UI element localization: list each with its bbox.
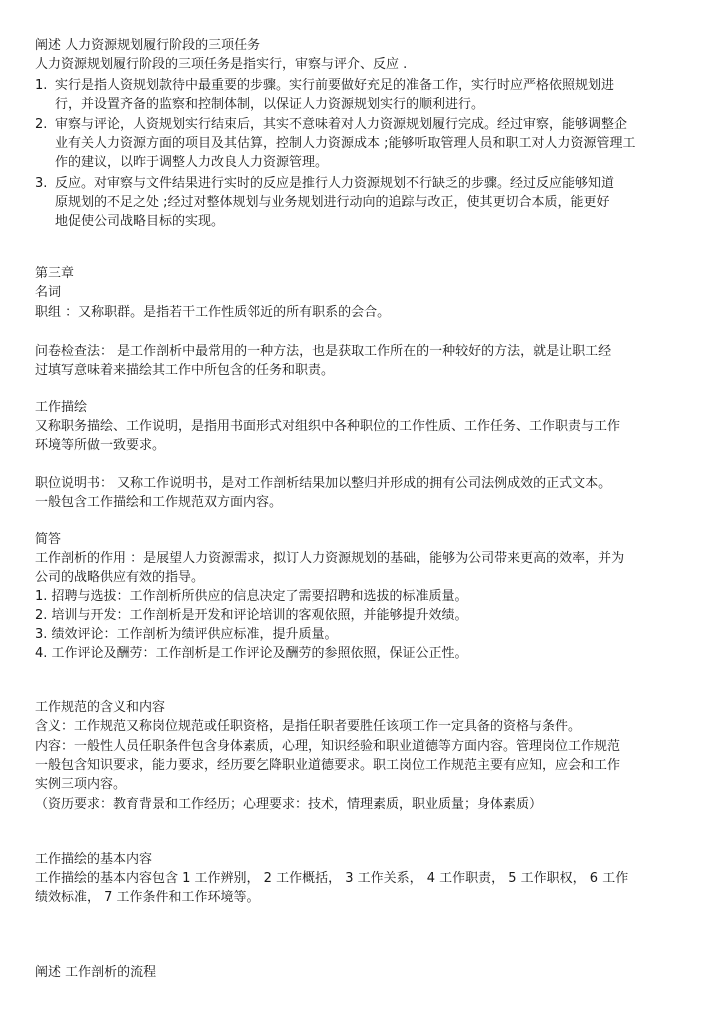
list-item-line: 地促使公司战略目标的实现。 bbox=[55, 214, 225, 229]
list-item-number: 2. bbox=[35, 117, 48, 132]
paragraph-line: 含义：工作规范又称岗位规范或任职资格，是指任职者要胜任该项工作一定具备的资格与条件。 bbox=[35, 719, 582, 734]
paragraph-line: 绩效标准， 7 工作条件和工作环境等。 bbox=[35, 890, 260, 905]
chapter-title: 第三章 bbox=[35, 266, 75, 281]
paragraph-line: 公司的战略供应有效的指导。 bbox=[35, 570, 205, 585]
section-title: 阐述 工作剖析的流程 bbox=[35, 965, 157, 980]
term-definition: 职组 ：又称职群。是指若干工作性质邻近的所有职系的会合。 bbox=[35, 305, 391, 320]
paragraph-line: 一般包含知识要求，能力要求，经历要乞降职业道德要求。职工岗位工作规范主要有应知，应会和工作 bbox=[35, 758, 621, 773]
list-item-line: 反应。对审察与文件结果进行实时的反应是推行人力资源规划不行缺乏的步骤。经过反应能够知道 bbox=[55, 176, 615, 191]
subheading: 工作描绘的基本内容 bbox=[35, 852, 153, 867]
list-item-line: 审察与评论，人资规划实行结束后，其实不意味着对人力资源规划履行完成。经过审察，能够调整企 bbox=[55, 117, 628, 132]
list-item: 3. 绩效评论：工作剖析为绩评供应标准，提升质量。 bbox=[35, 627, 338, 642]
paragraph-line: 工作剖析的作用 ：是展望人力资源需求，拟订人力资源规划的基础，能够为公司带来更高的效率，并为 bbox=[35, 551, 625, 566]
list-item-line: 行，并设置齐备的监察和控制体制，以保证人力资源规划实行的顺利进行。 bbox=[55, 97, 485, 112]
list-item-line: 实行是指人资规划款待中最重要的步骤。实行前要做好充足的准备工作，实行时应严格依照规划进 bbox=[55, 78, 615, 93]
list-item-line: 作的建议，以昨于调整人力改良人力资源管理。 bbox=[55, 155, 329, 170]
list-item: 4. 工作评论及酬劳：工作剖析是工作评论及酬劳的参照依照，保证公正性。 bbox=[35, 646, 468, 661]
list-item-line: 业有关人力资源方面的项目及其估算，控制人力资源成本 ;能够听取管理人员和职工对人力资源管理工 bbox=[55, 136, 636, 151]
paragraph-line: 职位说明书： 又称工作说明书，是对工作剖析结果加以整归并形成的拥有公司法例成效的正式文本。 bbox=[35, 476, 612, 491]
paragraph-line: 实例三项内容。 bbox=[35, 777, 127, 792]
paragraph-line: 内容：一般性人员任职条件包含身体素质，心理，知识经验和职业道德等方面内容。管理岗位工作规范 bbox=[35, 739, 621, 754]
section-title: 阐述 人力资源规划履行阶段的三项任务 bbox=[35, 38, 261, 53]
paragraph-line: 环境等所做一致要求。 bbox=[35, 438, 166, 453]
section-intro: 人力资源规划履行阶段的三项任务是指实行，审察与评介、反应 . bbox=[35, 57, 408, 72]
paragraph-line: 一般包含工作描绘和工作规范双方面内容。 bbox=[35, 495, 283, 510]
list-item-number: 3. bbox=[35, 176, 48, 191]
paragraph-line: （资历要求：教育背景和工作经历；心理要求：技术，情理素质，职业质量；身体素质） bbox=[35, 797, 543, 812]
list-item-number: 1. bbox=[35, 78, 48, 93]
list-item: 2. 培训与开发：工作剖析是开发和评论培训的客观依照，并能够提升效绩。 bbox=[35, 608, 468, 623]
list-item: 1. 招聘与选拔：工作剖析所供应的信息决定了需要招聘和选拔的标准质量。 bbox=[35, 589, 468, 604]
paragraph-line: 工作描绘的基本内容包含 1 工作辨别， 2 工作概括， 3 工作关系， 4 工作职责， 5 工作职权， 6 工作 bbox=[35, 871, 629, 886]
list-item-line: 原规划的不足之处 ;经过对整体规划与业务规划进行动向的追踪与改正，使其更切合本质，能更好 bbox=[55, 195, 610, 210]
paragraph-line: 问卷检查法： 是工作剖析中最常用的一种方法，也是获取工作所在的一种较好的方法，就是让职工经 bbox=[35, 344, 612, 359]
subheading: 简答 bbox=[35, 532, 62, 547]
subheading: 工作描绘 bbox=[35, 400, 88, 415]
paragraph-line: 过填写意味着来描绘其工作中所包含的任务和职责。 bbox=[35, 363, 335, 378]
paragraph-line: 又称职务描绘、工作说明，是指用书面形式对组织中各种职位的工作性质、工作任务、工作职责与工作 bbox=[35, 419, 621, 434]
subheading: 工作规范的含义和内容 bbox=[35, 700, 166, 715]
terms-heading: 名词 bbox=[35, 285, 62, 300]
